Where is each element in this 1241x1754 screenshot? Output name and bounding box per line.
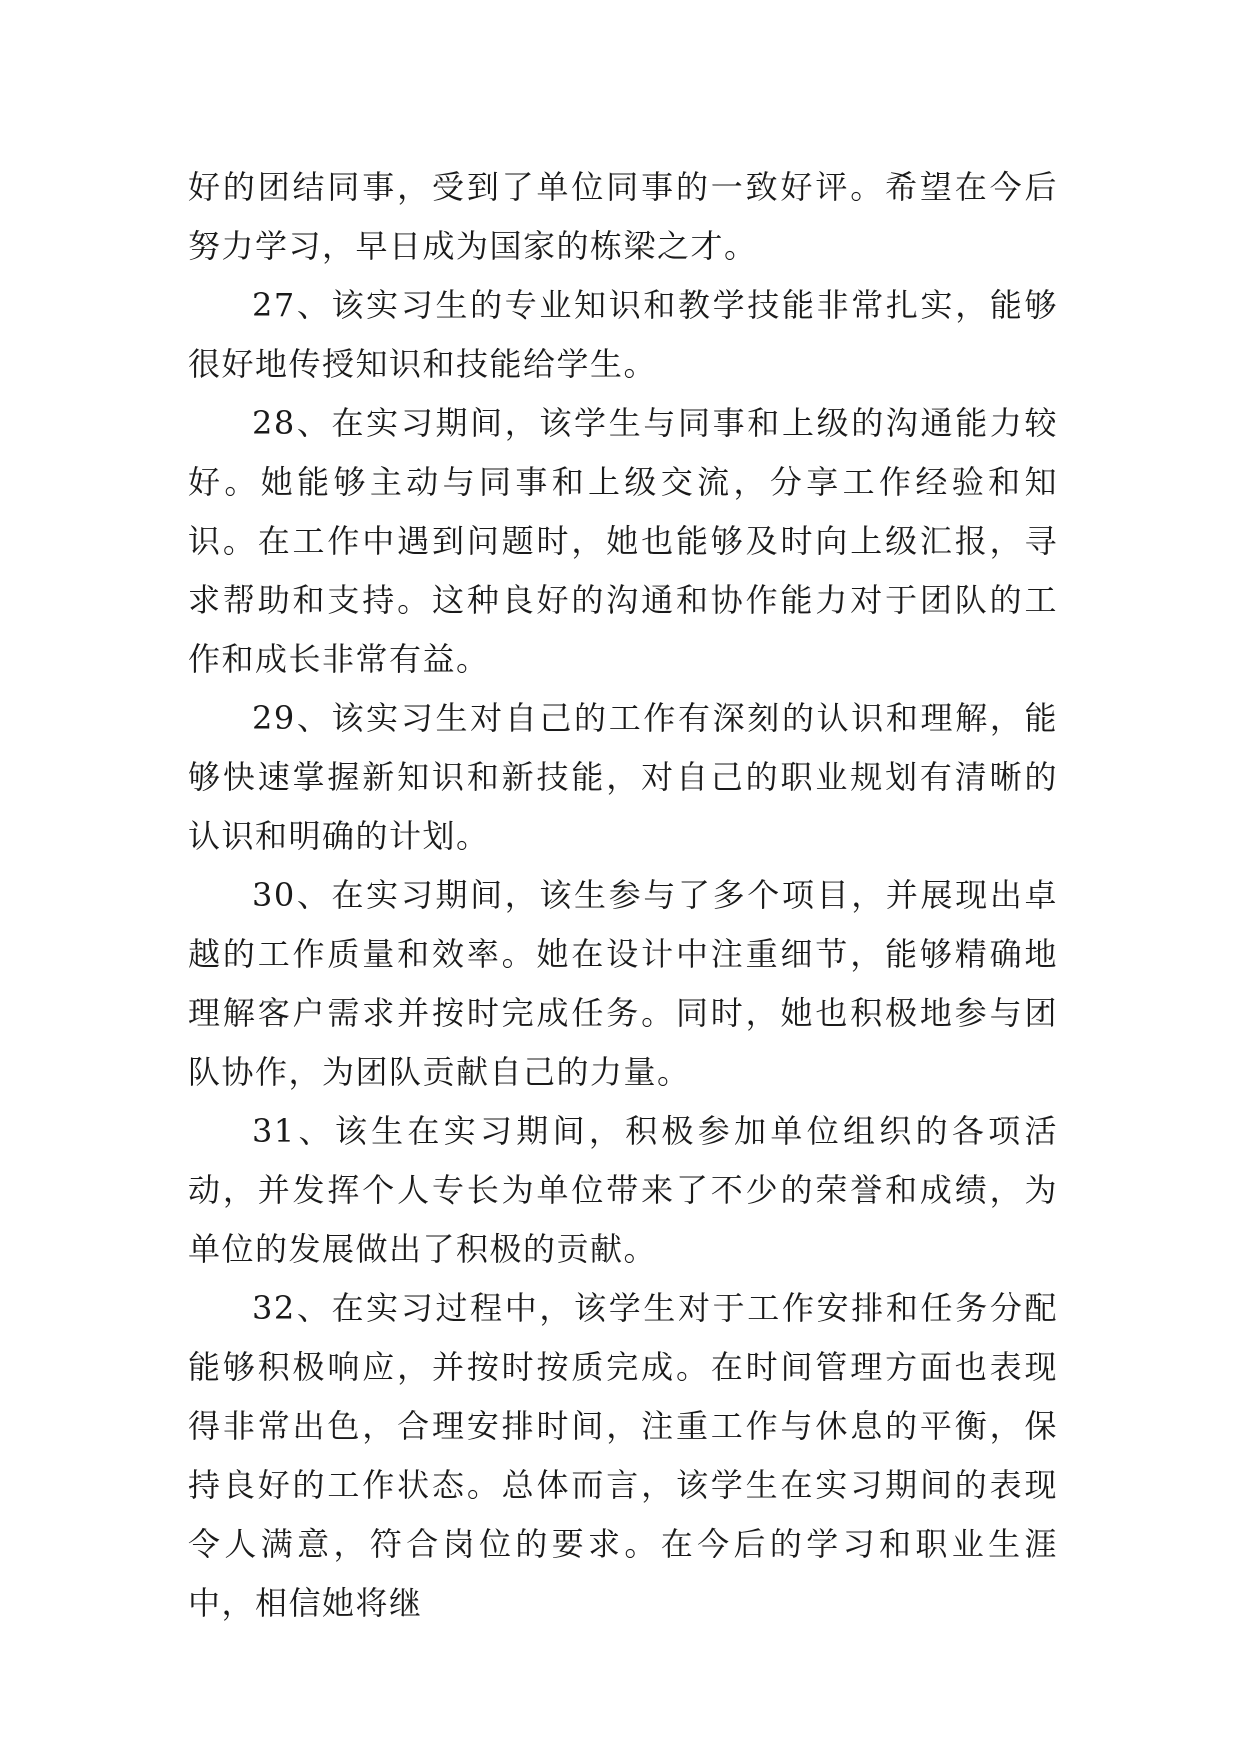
body-text — [188, 158, 1058, 1633]
paragraph-30: 30、在实习期间，该生参与了多个项目，并展现出卓越的工作质量和效率。她在设计中注重细节，能够精确地理解客户需求并按时完成任务。同时，她也积极地参与团队协作，为团队贡献自己的力量。 — [188, 876, 1058, 1091]
paragraph-31: 31、该生在实习期间，积极参加单位组织的各项活动，并发挥个人专长为单位带来了不少的荣誉和成绩，为单位的发展做出了积极的贡献。 — [188, 1112, 1058, 1268]
paragraph-28: 28、在实习期间，该学生与同事和上级的沟通能力较好。她能够主动与同事和上级交流，分享工作经验和知识。在工作中遇到问题时，她也能够及时向上级汇报，寻求帮助和支持。这种良好的沟通和协作能力对于团队的工作和成长非常有益。 — [188, 404, 1058, 678]
paragraph-continued: 好的团结同事，受到了单位同事的一致好评。希望在今后努力学习，早日成为国家的栋梁之才。 — [188, 168, 1058, 265]
paragraph-32: 32、在实习过程中，该学生对于工作安排和任务分配能够积极响应，并按时按质完成。在时间管理方面也表现得非常出色，合理安排时间，注重工作与休息的平衡，保持良好的工作状态。总体而言，该学生在实习期间的表现令人满意，符合岗位的要求。在今后的学习和职业生涯中，相信她将继 — [188, 1289, 1058, 1622]
paragraph-27: 27、该实习生的专业知识和教学技能非常扎实，能够很好地传授知识和技能给学生。 — [188, 286, 1058, 383]
paragraph-29: 29、该实习生对自己的工作有深刻的认识和理解，能够快速掌握新知识和新技能，对自己的职业规划有清晰的认识和明确的计划。 — [188, 699, 1058, 855]
